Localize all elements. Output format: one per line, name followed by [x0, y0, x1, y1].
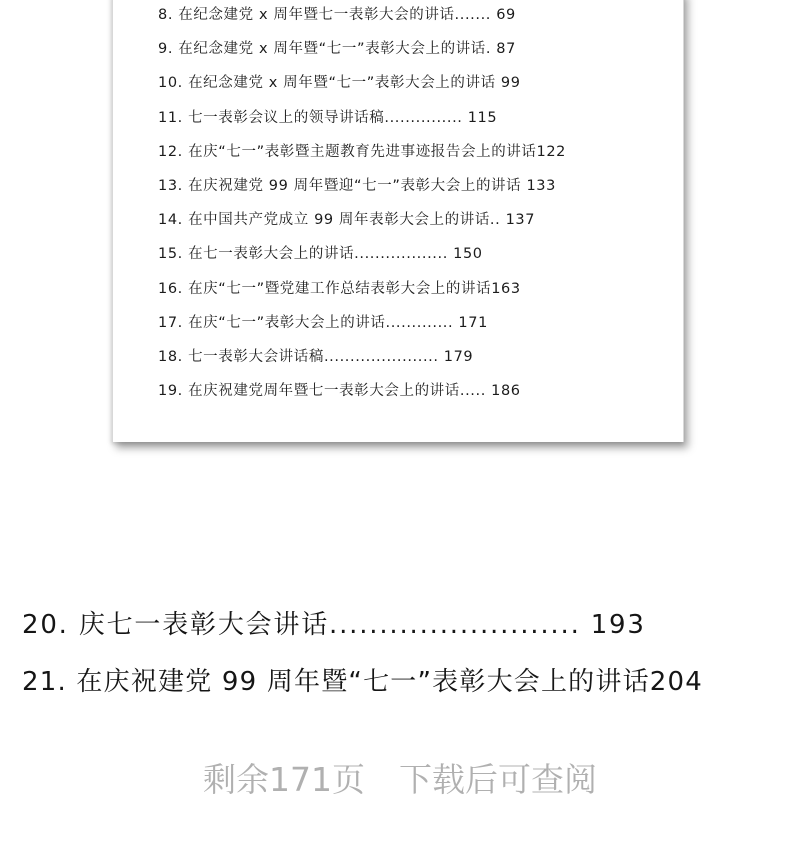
toc-item-11: 11. 七一表彰会议上的领导讲话稿............... 115: [158, 109, 498, 126]
toc-continuation-list: [22, 600, 792, 714]
toc-item-16: 16. 在庆“七一”暨党建工作总结表彰大会上的讲话163: [158, 280, 521, 297]
document-preview-card: [112, 0, 684, 442]
toc-item-9: 9. 在纪念建党 x 周年暨“七一”表彰大会上的讲话. 87: [158, 41, 516, 58]
download-prompt[interactable]: [0, 757, 800, 803]
toc-item-8: 8. 在纪念建党 x 周年暨七一表彰大会的讲话....... 69: [158, 7, 516, 23]
toc-item-17: 17. 在庆“七一”表彰大会上的讲话............. 171: [158, 314, 488, 331]
toc-item-21: 21. 在庆祝建党 99 周年暨“七一”表彰大会上的讲话204: [22, 667, 703, 697]
toc-item-20: 20. 庆七一表彰大会讲话......................... 193: [22, 610, 646, 640]
toc-item-10: 10. 在纪念建党 x 周年暨“七一”表彰大会上的讲话 99: [158, 75, 521, 92]
toc-list: [158, 2, 638, 412]
toc-item-18: 18. 七一表彰大会讲话稿...................... 179: [158, 348, 474, 365]
remaining-pages-text: 剩余171页: [203, 760, 365, 799]
toc-item-12: 12. 在庆“七一”表彰暨主题教育先进事迹报告会上的讲话122: [158, 143, 566, 160]
toc-item-19: 19. 在庆祝建党周年暨七一表彰大会上的讲话..... 186: [158, 383, 521, 400]
toc-item-13: 13. 在庆祝建党 99 周年暨迎“七一”表彰大会上的讲话 133: [158, 177, 556, 194]
toc-item-15: 15. 在七一表彰大会上的讲话.................. 150: [158, 246, 483, 263]
download-to-view-text[interactable]: 下载后可查阅: [399, 760, 597, 799]
toc-item-14: 14. 在中国共产党成立 99 周年表彰大会上的讲话.. 137: [158, 212, 536, 229]
